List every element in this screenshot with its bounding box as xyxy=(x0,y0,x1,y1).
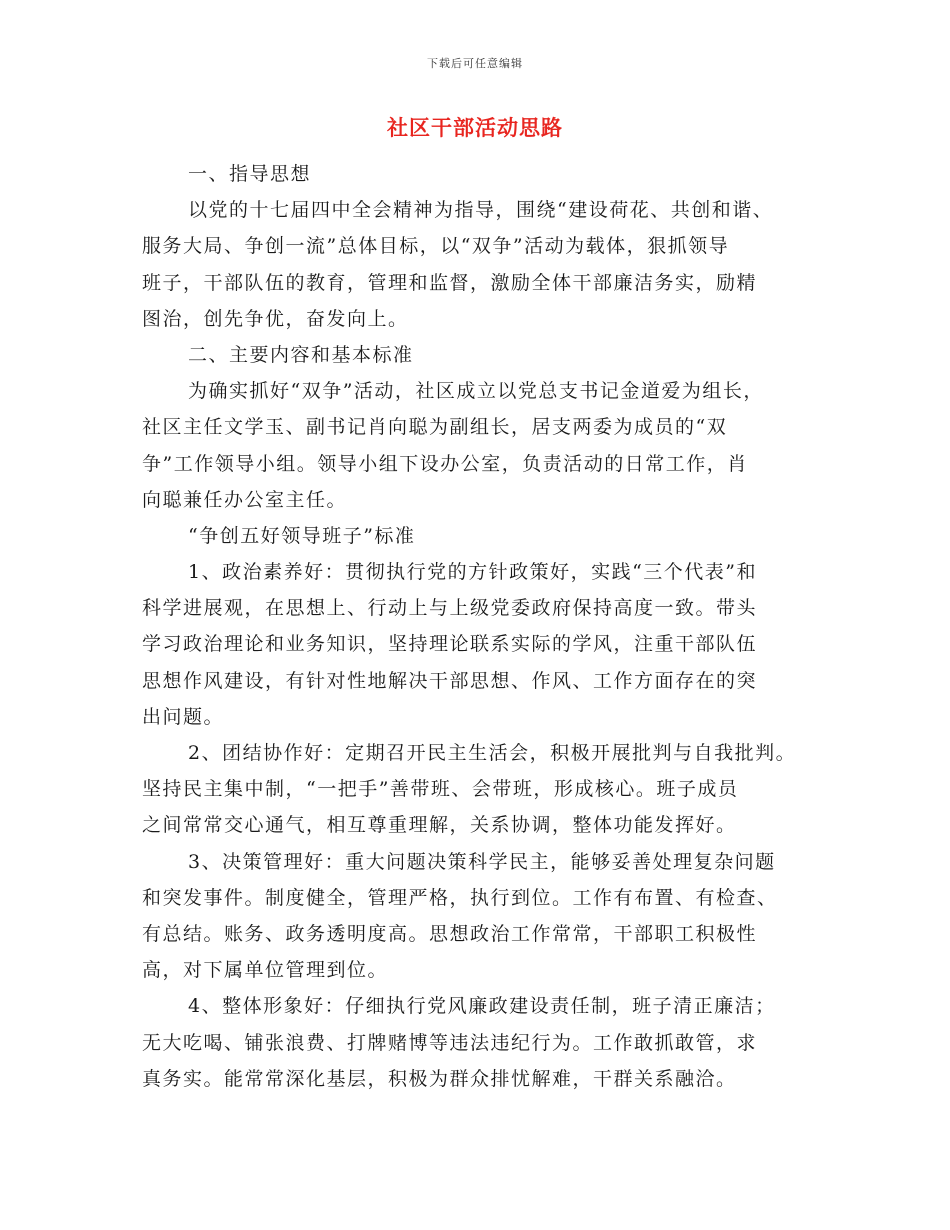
text-line: 以党的十七届四中全会精神为指导，围绕“建设荷花、共创和谐、 xyxy=(188,199,774,222)
text-line: “争创五好领导班子”标准 xyxy=(188,524,416,547)
document-body xyxy=(142,156,822,1097)
text-line: 2、团结协作好：定期召开民主生活会，积极开展批判与自我批判。 xyxy=(188,742,797,764)
page-header-note: 下载后可任意编辑 xyxy=(427,57,523,70)
text-line: 一、指导思想 xyxy=(188,163,312,185)
text-line: 为确实抓好“双争”活动，社区成立以党总支书记金道爱为组长， xyxy=(188,380,764,403)
text-line: 无大吃喝、铺张浪费、打牌赌博等违法违纪行为。工作敢抓敢管，求 xyxy=(142,1031,758,1054)
document-title: 社区干部活动思路 xyxy=(387,115,563,140)
text-line: 服务大局、争创一流”总体目标，以“双争”活动为载体，狠抓领导 xyxy=(142,235,730,258)
text-line: 4、整体形象好：仔细执行党风廉政建设责任制，班子清正廉洁； xyxy=(188,995,776,1018)
text-line: 班子，干部队伍的教育，管理和监督，激励全体干部廉洁务实，励精 xyxy=(142,271,758,294)
text-line: 和突发事件。制度健全，管理严格，执行到位。工作有布置、有检查、 xyxy=(142,886,778,909)
text-line: 真务实。能常常深化基层，积极为群众排忧解难，干群关系融洽。 xyxy=(142,1067,737,1090)
text-line: 之间常常交心通气，相互尊重理解，关系协调，整体功能发挥好。 xyxy=(142,814,737,837)
text-line: 高，对下属单位管理到位。 xyxy=(142,959,389,982)
text-line: 有总结。账务、政务透明度高。思想政治工作常常，干部职工积极性 xyxy=(142,922,758,945)
text-line: 出问题。 xyxy=(142,705,225,728)
text-line: 科学进展观，在思想上、行动上与上级党委政府保持高度一致。带头 xyxy=(142,597,758,620)
text-line: 社区主任文学玉、副书记肖向聪为副组长，居支两委为成员的“双 xyxy=(142,416,728,439)
text-line: 争”工作领导小组。领导小组下设办公室，负责活动的日常工作，肖 xyxy=(142,452,748,475)
text-line: 3、决策管理好：重大问题决策科学民主，能够妥善处理复杂问题 xyxy=(188,850,776,873)
text-line: 坚持民主集中制，“一把手”善带班、会带班，形成核心。班子成员 xyxy=(142,778,739,801)
text-line: 1、政治素养好：贯彻执行党的方针政策好，实践“三个代表”和 xyxy=(188,561,758,584)
text-line: 向聪兼任办公室主任。 xyxy=(142,488,348,511)
text-line: 图治，创先争优，奋发向上。 xyxy=(142,307,409,330)
text-line: 学习政治理论和业务知识，坚持理论联系实际的学风，注重干部队伍 xyxy=(142,633,758,656)
text-line: 二、主要内容和基本标准 xyxy=(188,343,414,366)
text-line: 思想作风建设，有针对性地解决干部思想、作风、工作方面存在的突 xyxy=(142,669,758,692)
